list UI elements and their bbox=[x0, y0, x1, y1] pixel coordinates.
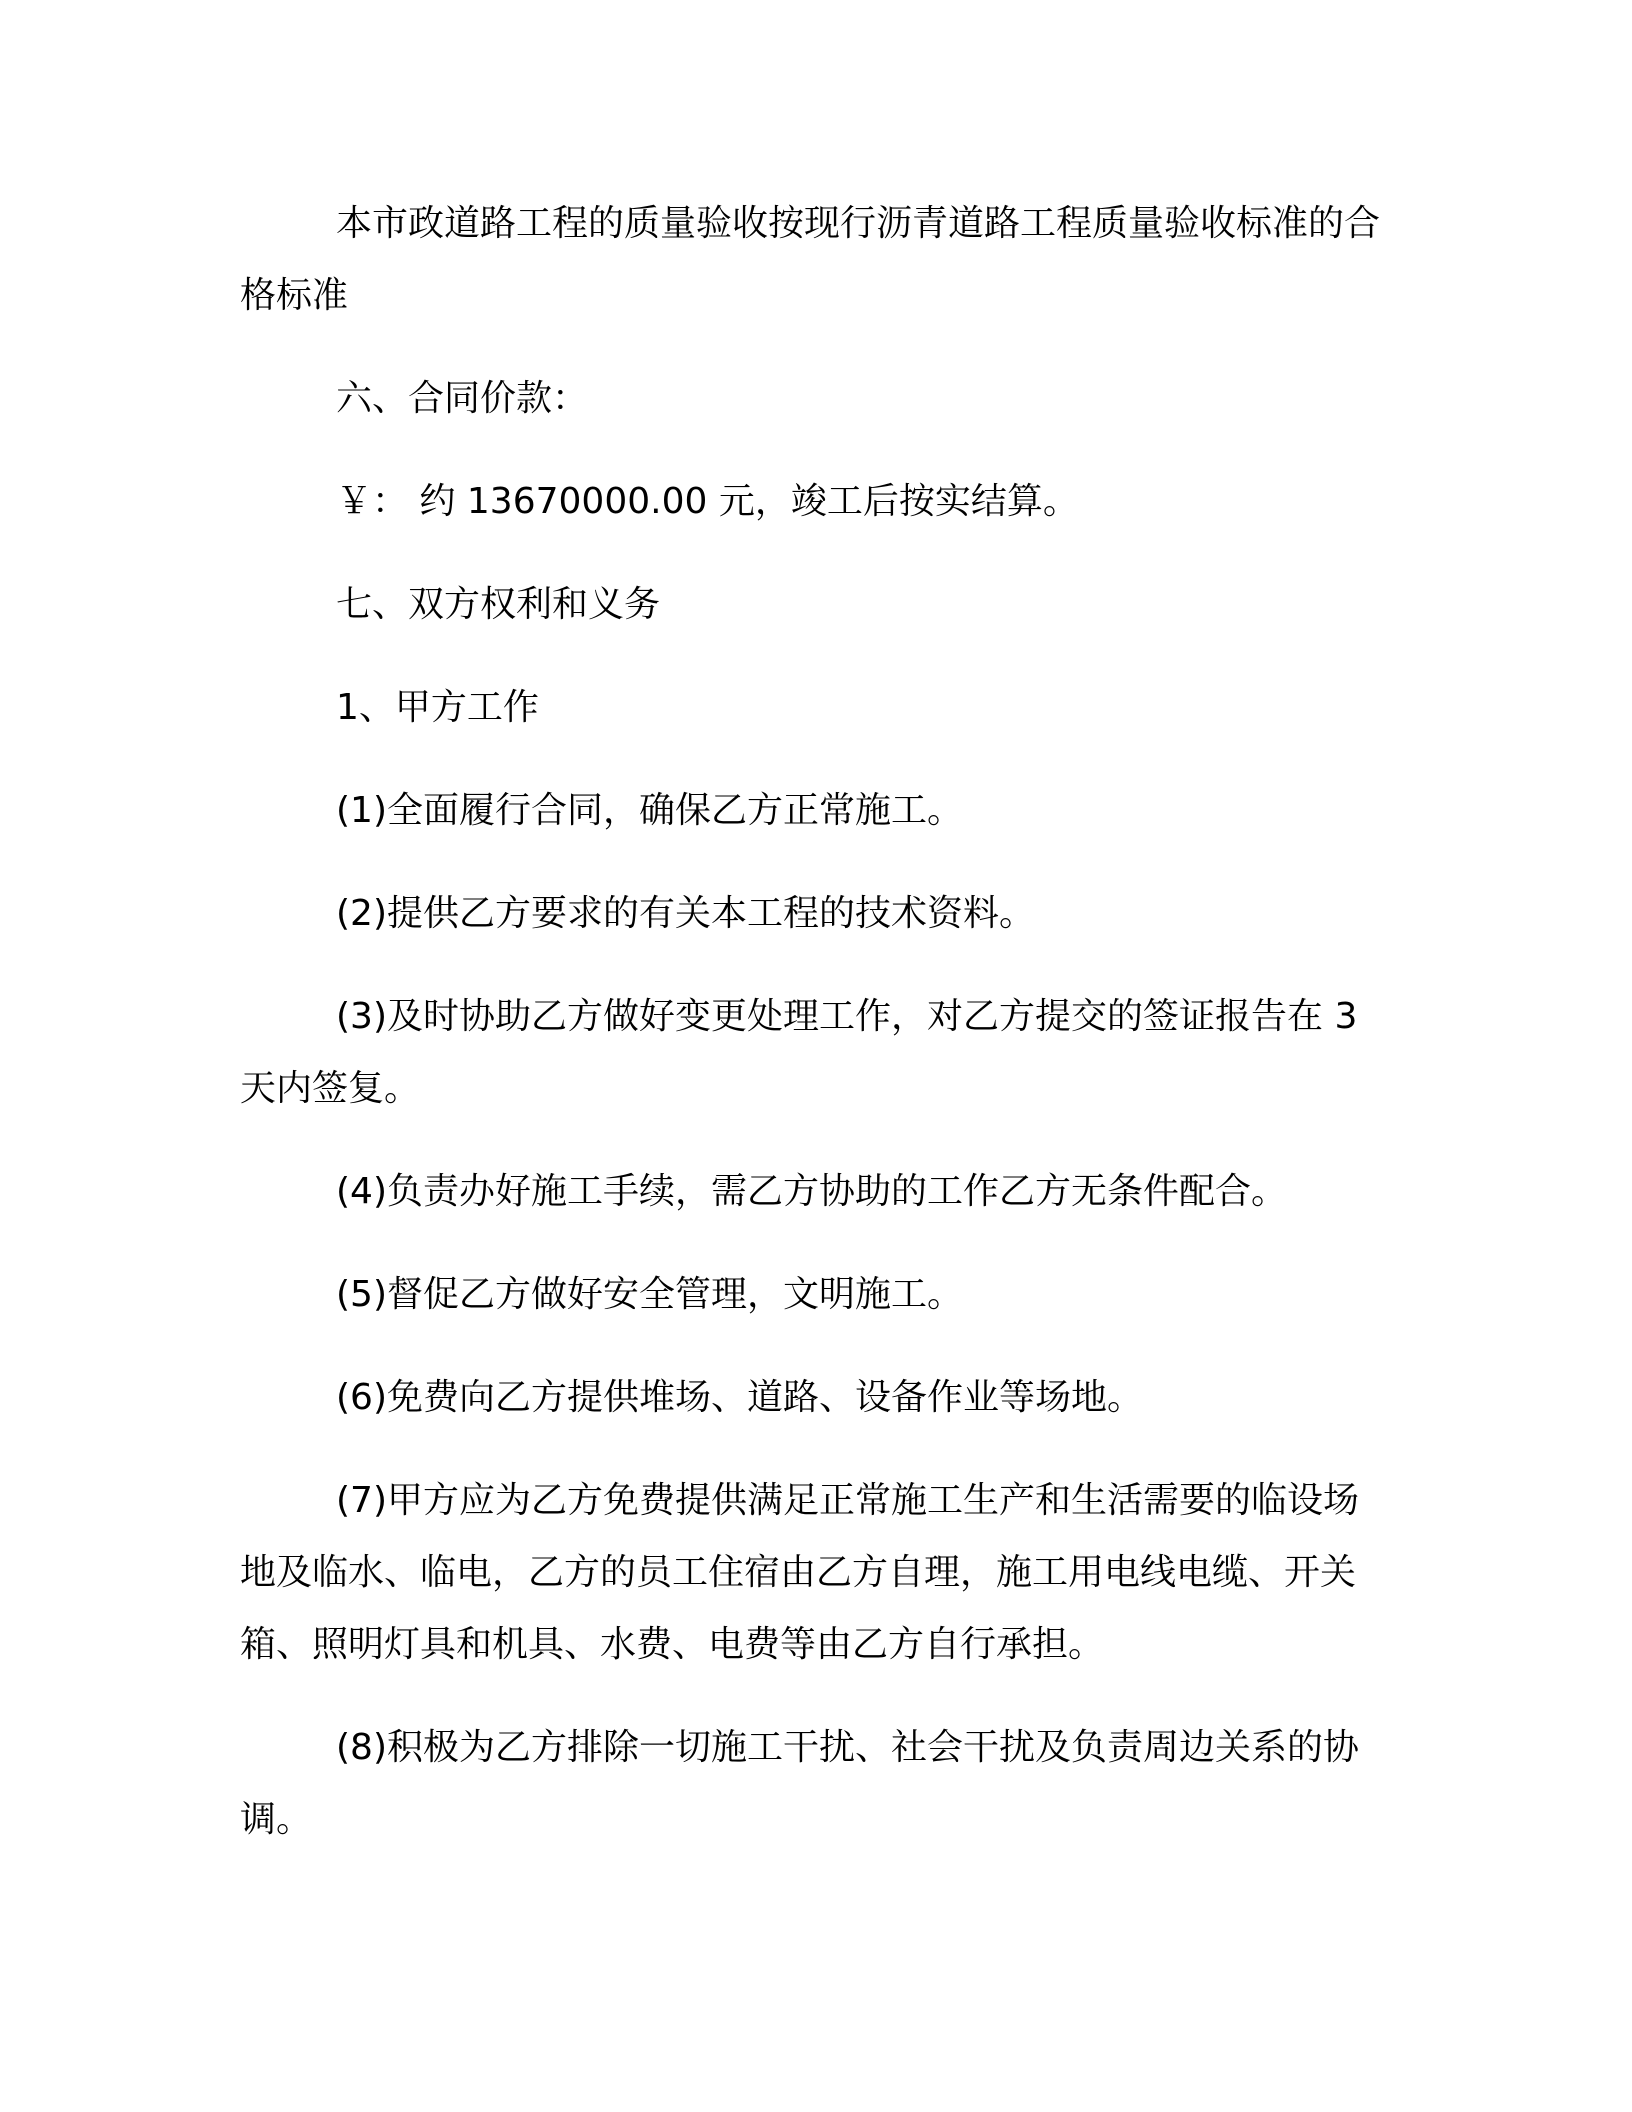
list-item-6: (6)免费向乙方提供堆场、道路、设备作业等场地。 bbox=[336, 1377, 1143, 1418]
list-item-4: (4)负责办好施工手续，需乙方协助的工作乙方无条件配合。 bbox=[336, 1171, 1287, 1212]
heading-contract-price: 六、合同价款： bbox=[336, 378, 589, 419]
heading-rights-obligations: 七、双方权利和义务 bbox=[336, 584, 661, 625]
heading-party-a-work: 1、甲方工作 bbox=[336, 687, 539, 728]
list-item-5: (5)督促乙方做好安全管理，文明施工。 bbox=[336, 1274, 963, 1315]
paragraph-quality-standard: 本市政道路工程的质量验收按现行沥青道路工程质量验收标准的合格标准 bbox=[240, 203, 1381, 316]
list-item-3: (3)及时协助乙方做好变更处理工作，对乙方提交的签证报告在 3 天内签复。 bbox=[240, 996, 1358, 1109]
document-body bbox=[240, 188, 1380, 1887]
paragraph-price-amount: ￥： 约 13670000.00 元，竣工后按实结算。 bbox=[336, 481, 1079, 522]
list-item-7: (7)甲方应为乙方免费提供满足正常施工生产和生活需要的临设场地及临水、临电，乙方的员工住宿由乙方自理，施工用电线电缆、开关箱、照明灯具和机具、水费、电费等由乙方自行承担。 bbox=[240, 1480, 1359, 1665]
list-item-8: (8)积极为乙方排除一切施工干扰、社会干扰及负责周边关系的协调。 bbox=[240, 1727, 1359, 1840]
list-item-2: (2)提供乙方要求的有关本工程的技术资料。 bbox=[336, 893, 1035, 934]
list-item-1: (1)全面履行合同，确保乙方正常施工。 bbox=[336, 790, 963, 831]
